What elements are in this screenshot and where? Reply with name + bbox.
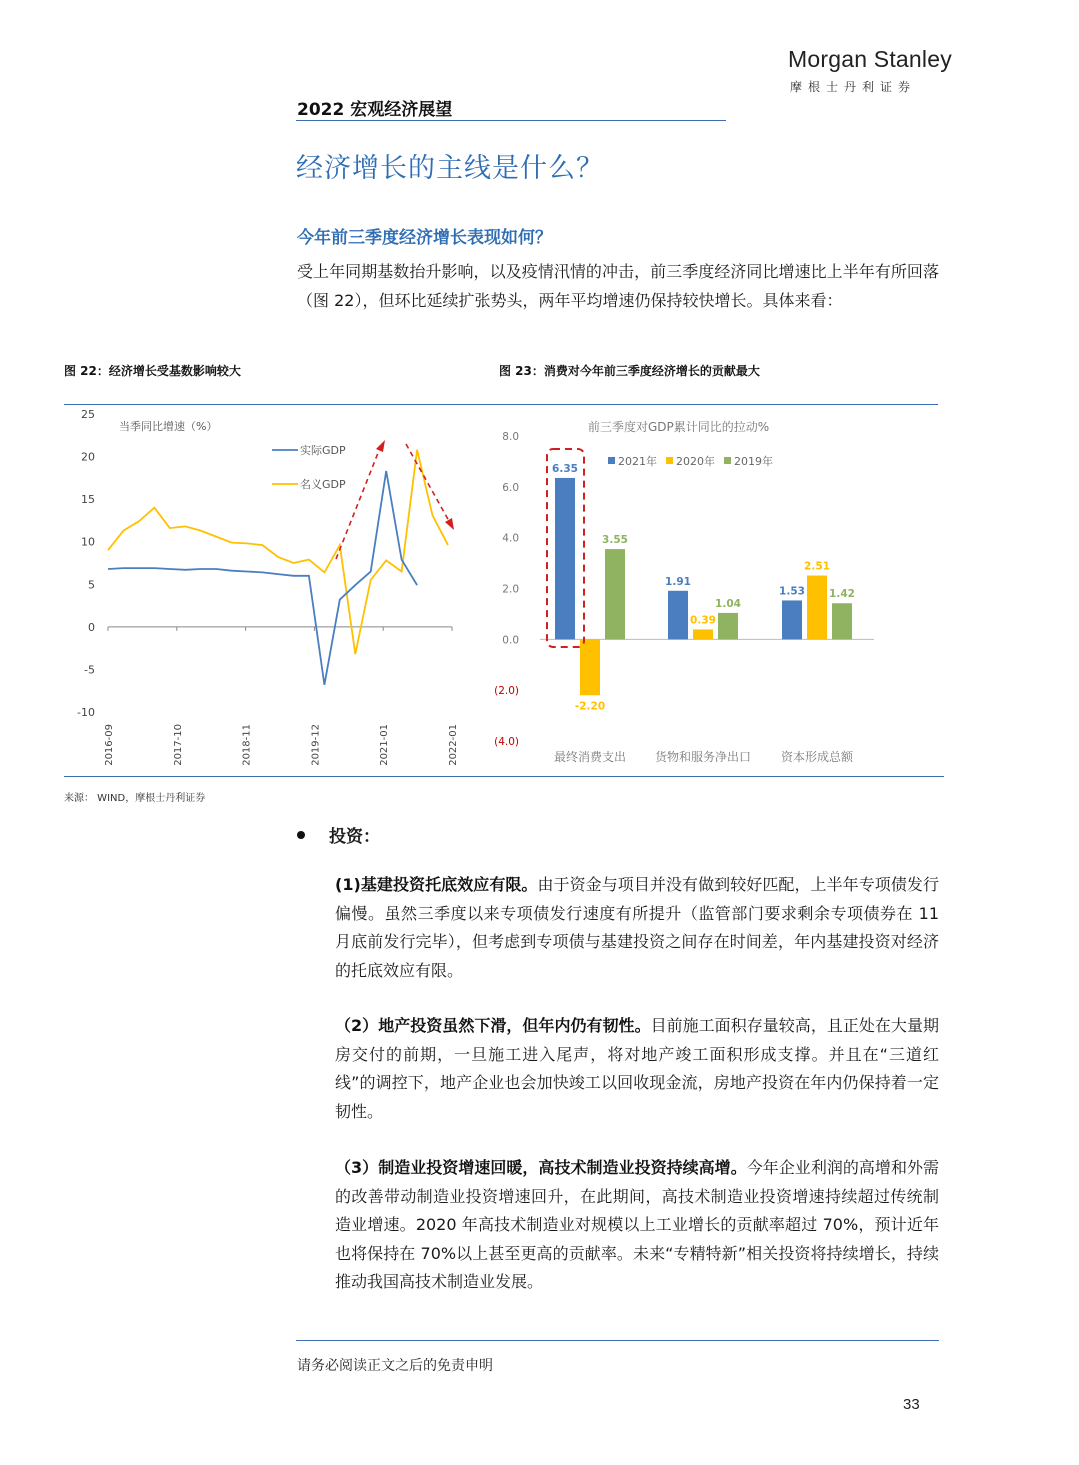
fig22-trend-up-arrow (336, 448, 380, 559)
fig23-data-label: 3.55 (602, 534, 628, 547)
brand-name-cn: 摩根士丹利证券 (790, 80, 917, 94)
fig23-y-tick-label: 4.0 (502, 532, 519, 545)
fig22-x-tick-label: 2018-11 (241, 724, 253, 766)
fig23-legend-2021: 2021年 (618, 455, 657, 468)
fig23-x-category-label: 货物和服务净出口 (654, 750, 752, 764)
figure-22-line-chart (64, 404, 484, 774)
fig23-legend-swatch-2020 (666, 457, 673, 464)
fig22-y-axis (77, 408, 95, 719)
section-title: 经济增长的主线是什么？ (296, 153, 604, 184)
fig23-data-label: 1.42 (829, 588, 855, 601)
fig22-y-tick-label: 0 (88, 620, 95, 634)
paragraph-2-text: 目前施工面积存量较高，且正处在大量期房交付的前期，一旦施工进入尾声，将对地产竣工面积形成支撑。并且在“三道红线”的调控下，地产企业也会加快竣工以回收现金流，房地产投资在年内仍保持着一定韧性。 (335, 1016, 939, 1121)
fig22-y-tick-label: 15 (81, 493, 95, 507)
fig23-y-tick-label: 6.0 (502, 481, 519, 494)
paragraph-2-lead: （2）地产投资虽然下滑，但年内仍有韧性。 (335, 1016, 651, 1035)
paragraph-1-text: 由于资金与项目并没有做到较好匹配，上半年专项债发行偏慢。虽然三季度以来专项债发行速度有所提升（监管部门要求剩余专项债券在 11 月底前发行完毕），但考虑到专项债与基建投资之间存在时间差，年内基建投资对经济的托底效应有限。 (335, 875, 939, 980)
report-title: 2022 宏观经济展望 (297, 100, 453, 120)
fig23-y-tick-label: 0.0 (502, 634, 519, 647)
fig22-trend-up-arrow-head (376, 440, 385, 452)
footer-disclaimer: 请务必阅读正文之后的免责申明 (297, 1358, 493, 1374)
fig22-y-tick-label: 25 (81, 408, 95, 421)
fig22-x-tick-label: 2021-01 (379, 724, 391, 766)
bullet-label: 投资： (329, 827, 380, 847)
fig23-legend-2019: 2019年 (734, 455, 773, 468)
fig22-chart-title: 当季同比增速（%） (119, 420, 218, 433)
fig23-data-label: 2.51 (804, 560, 830, 573)
fig23-data-label: 0.39 (690, 614, 716, 627)
section-subtitle: 今年前三季度经济增长表现如何？ (297, 228, 552, 248)
fig22-y-tick-label: 20 (81, 450, 95, 464)
fig23-data-label: -2.20 (574, 700, 606, 713)
fig23-legend-swatch-2019 (724, 457, 731, 464)
fig23-bar (782, 600, 802, 639)
fig23-x-category-label: 资本形成总额 (780, 750, 854, 764)
fig22-y-tick-label: 5 (88, 578, 95, 592)
fig22-series-nominal-gdp-line (108, 450, 448, 654)
fig23-bars (552, 463, 855, 712)
fig22-trend-down-arrow-head (445, 518, 454, 530)
paragraph-3-text: 今年企业利润的高增和外需的改善带动制造业投资增速回升，在此期间，高技术制造业投资增速持续超过传统制造业增速。2020 年高技术制造业对规模以上工业增长的贡献率超过 70%，预计近年也将保持在 70%以上甚至更高的贡献率。未来“专精特新”相关投资将持续增长，持续推动我国高技术制造业发展。 (335, 1158, 939, 1292)
fig23-bar (605, 549, 625, 639)
fig22-y-tick-label: 10 (81, 535, 95, 549)
fig23-bar (693, 629, 713, 639)
fig23-y-tick-label: (4.0) (494, 736, 519, 748)
figure-23-bar-chart (490, 404, 942, 774)
fig23-y-tick-label: 2.0 (502, 583, 519, 596)
fig22-series-real-gdp-line (108, 471, 417, 685)
fig22-x-tick-label: 2017-10 (172, 724, 184, 766)
fig23-y-axis (494, 431, 519, 748)
fig22-x-tick-label: 2019-12 (310, 724, 322, 766)
fig23-data-label: 1.91 (665, 575, 691, 588)
fig23-bar (807, 576, 827, 640)
fig23-data-label: 6.35 (552, 462, 578, 475)
fig23-bar (718, 613, 738, 639)
fig23-legend-2020: 2020年 (676, 455, 715, 468)
figure-22-title: 图 22：经济增长受基数影响较大 (64, 364, 241, 378)
fig23-bar (832, 603, 852, 639)
fig23-chart-title: 前三季度对GDP累计同比的拉动% (588, 420, 770, 434)
fig22-legend-real-gdp: 实际GDP (300, 444, 346, 457)
paragraph-infrastructure (335, 871, 939, 985)
brand-name-en: Morgan Stanley (788, 46, 952, 72)
fig22-y-tick-label: -10 (77, 706, 95, 719)
page-number: 33 (903, 1396, 920, 1413)
footer-divider (296, 1340, 939, 1341)
paragraph-real-estate (335, 1012, 939, 1126)
bullet-investment (297, 822, 380, 847)
fig22-y-tick-label: -5 (84, 663, 95, 677)
paragraph-3-lead: （3）制造业投资增速回暖，高技术制造业投资持续高增。 (335, 1158, 747, 1177)
figure-23-title: 图 23：消费对今年前三季度经济增长的贡献最大 (499, 364, 760, 378)
fig23-y-tick-label: 8.0 (502, 431, 519, 443)
paragraph-manufacturing (335, 1154, 939, 1297)
fig22-x-tick-label: 2016-09 (104, 724, 115, 766)
fig22-x-tick-label: 2022-01 (448, 724, 459, 766)
figures-bottom-rule (64, 776, 944, 777)
fig23-bar (555, 478, 575, 639)
bullet-dot-icon (297, 831, 305, 839)
paragraph-1-lead: (1)基建投资托底效应有限。 (335, 875, 538, 894)
fig23-y-tick-label: (2.0) (494, 685, 519, 698)
fig22-x-axis (104, 627, 459, 766)
fig23-data-label: 1.53 (779, 585, 805, 598)
fig23-bar (580, 639, 600, 695)
fig23-data-label: 1.04 (715, 597, 741, 610)
fig23-legend-swatch-2021 (608, 457, 615, 464)
fig23-x-axis (554, 749, 854, 764)
header-divider (296, 120, 726, 121)
fig23-x-category-label: 最终消费支出 (553, 750, 627, 764)
fig23-bar (668, 591, 688, 640)
intro-paragraph: 受上年同期基数抬升影响，以及疫情汛情的冲击，前三季度经济同比增速比上半年有所回落（图 22），但环比延续扩张势头，两年平均增速仍保持较快增长。具体来看： (297, 262, 939, 310)
fig22-legend-nominal-gdp: 名义GDP (300, 478, 346, 491)
figure-source: 来源： WIND，摩根士丹利证券 (64, 793, 206, 804)
